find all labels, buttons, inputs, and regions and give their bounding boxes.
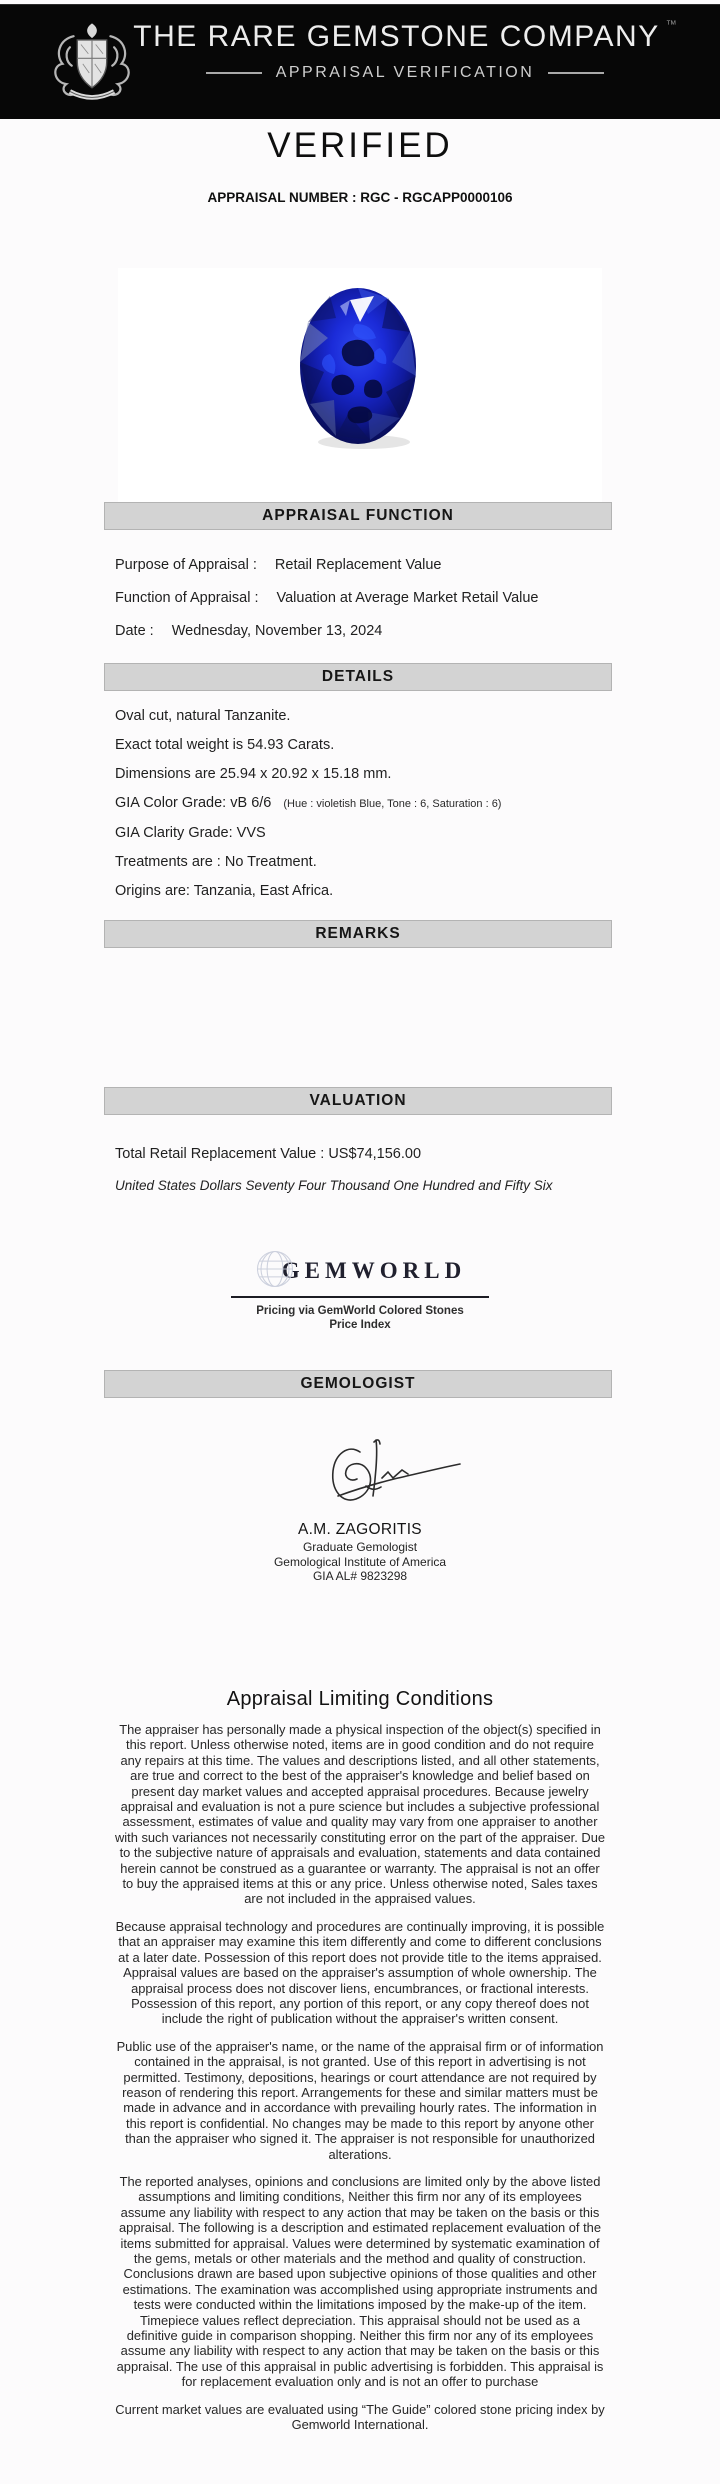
function-row: [115, 582, 538, 615]
detail-treatments: Treatments are : No Treatment.: [115, 854, 317, 870]
gemworld-wordmark: GEMWORLD: [281, 1258, 467, 1283]
limiting-paragraph-2: Because appraisal technology and procedures are continually improving, it is possible that an appraiser may examine this item differently and come to different conclusions at a later date. Possession of this report does not provide title to the items appraised. Appraisal values are based on the appraiser's assumption of whole ownership. The appraisal process does not discover liens, encumbrances, or fractional interests. Possession of this report, any portion of this report, or any copy thereof does not include the right of publication without the appraiser's written consent.: [115, 1918, 605, 2027]
valuation-words: United States Dollars Seventy Four Thousand One Hundred and Fifty Six: [115, 1178, 553, 1193]
section-header-details: DETAILS: [104, 663, 612, 691]
details-lines: [115, 702, 501, 906]
limiting-paragraph-1: The appraiser has personally made a physical inspection of the object(s) specified in this report. Unless otherwise noted, items are in good condition and do not require any repairs at this time. The values and descriptions listed, and all other statements, are true and correct to the best of the appraiser's knowledge and belief based on present day market values and accepted appraisal procedures. Because jewelry appraisal and evaluation is not a pure science but includes a subjective professional assessment, estimates of value and quality may vary from one appraiser to another with such variances not necessarily constituting error on the part of the appraiser. Due to the subjective nature of appraisals and evaluation, statements and data contained herein cannot be construed as a guarantee or warranty. The appraisal is not an offer to buy the appraised items at this or any price. Unless otherwise noted, Sales taxes are not included in the appraised values.: [114, 1722, 606, 1907]
section-header-valuation: VALUATION: [104, 1087, 612, 1115]
limiting-paragraph-5: Current market values are evaluated using “The Guide” colored stone pricing index by Gemworld International.: [115, 2401, 605, 2433]
valuation-total: Total Retail Replacement Value : US$74,156.00: [115, 1146, 422, 1162]
gemworld-rule: [231, 1296, 489, 1298]
globe-icon: [254, 1248, 296, 1295]
gemworld-caption: Pricing via GemWorld Colored Stones Price Index: [256, 1305, 464, 1331]
purpose-label: Purpose of Appraisal :: [115, 557, 257, 573]
header-bar: [0, 4, 720, 119]
limiting-paragraph-4: The reported analyses, opinions and conclusions are limited only by the above listed assumptions and limiting conditions, Neither this firm nor any of its employees assume any liability with respect to any action that may be taken on the basis or this appraisal. The following is a description and estimated replacement evaluation of the items submitted for appraisal. Values were determined by systematic examination of the gems, metals or other materials and the method and quality of construction. Conclusions drawn are based upon subjective opinions of those qualities and other estimations. The examination was accomplished using appropriate instruments and tests were conducted within the limitations imposed by the make-up of the item. Timepiece values reflect depreciation. This appraisal should not be used as a definitive guide in comparison shopping. Neither this firm nor any of its employees assume any liability with respect to any action that may be taken on the basis or this appraisal. The use of this appraisal in public advertising is forbidden. This appraisal is for replacement evaluation only and is not an offer to purchase: [116, 2173, 604, 2390]
header-subtitle: APPRAISAL VERIFICATION: [275, 64, 535, 81]
color-grade-value: GIA Color Grade: vB 6/6: [115, 795, 272, 811]
detail-cut: Oval cut, natural Tanzanite.: [115, 708, 291, 724]
date-value: Wednesday, November 13, 2024: [171, 623, 383, 639]
verified-status: VERIFIED: [267, 126, 453, 165]
limiting-conditions-body: [114, 1722, 606, 2444]
subtitle-dash-right-icon: [548, 72, 604, 74]
trademark-symbol: ™: [665, 19, 677, 31]
detail-origins: Origins are: Tanzania, East Africa.: [115, 883, 334, 899]
limiting-conditions-heading: Appraisal Limiting Conditions: [226, 1688, 494, 1710]
section-header-gemologist: GEMOLOGIST: [104, 1370, 612, 1398]
gemologist-identity: [0, 1520, 720, 1584]
section-header-remarks: REMARKS: [104, 920, 612, 948]
header-titles: [90, 5, 720, 119]
limiting-paragraph-3: Public use of the appraiser's name, or the name of the appraisal firm or of information contained in the appraisal, is not granted. Use of this report in advertising is not permitted. Testimony, depositions, hearings or court attendance are not required by reason of rendering this report. Arrangements for these and similar matters must be made in advance and in accordance with prevailing hourly rates. The information in this report is confidential. No changes may be made to this report by anyone other than the appraiser who signed it. The appraiser is not responsible for unauthorized alterations.: [116, 2038, 604, 2162]
gemologist-credential-institute: Gemological Institute of America: [273, 1554, 447, 1569]
gemstone-photo: [118, 268, 602, 520]
date-row: [115, 615, 538, 648]
gemologist-credential-degree: Graduate Gemologist: [302, 1540, 418, 1554]
detail-color-grade: [115, 789, 501, 819]
detail-weight: Exact total weight is 54.93 Carats.: [115, 737, 335, 753]
section-header-appraisal-function: APPRAISAL FUNCTION: [104, 502, 612, 530]
detail-dimensions: Dimensions are 25.94 x 20.92 x 15.18 mm.: [115, 766, 392, 782]
gemologist-credential-license: GIA AL# 9823298: [312, 1569, 408, 1583]
appraisal-number: APPRAISAL NUMBER : RGC - RGCAPP0000106: [207, 190, 513, 205]
function-value: Valuation at Average Market Retail Value: [276, 590, 539, 606]
purpose-value: Retail Replacement Value: [274, 557, 442, 573]
function-label: Function of Appraisal :: [115, 590, 259, 606]
gemologist-signature: [298, 1436, 473, 1523]
gemworld-logo-block: [0, 1248, 720, 1332]
gemologist-name: A.M. ZAGORITIS: [298, 1521, 422, 1538]
subtitle-dash-left-icon: [206, 72, 262, 74]
company-name: [90, 19, 720, 54]
detail-clarity-grade: GIA Clarity Grade: VVS: [115, 825, 266, 841]
tanzanite-gem-icon: [296, 284, 424, 454]
appraisal-function-rows: [115, 549, 538, 648]
date-label: Date :: [115, 623, 154, 639]
color-grade-note: (Hue : violetish Blue, Tone : 6, Saturation : 6): [283, 798, 502, 810]
company-name-text: THE RARE GEMSTONE COMPANY: [133, 20, 660, 53]
purpose-row: [115, 549, 538, 582]
